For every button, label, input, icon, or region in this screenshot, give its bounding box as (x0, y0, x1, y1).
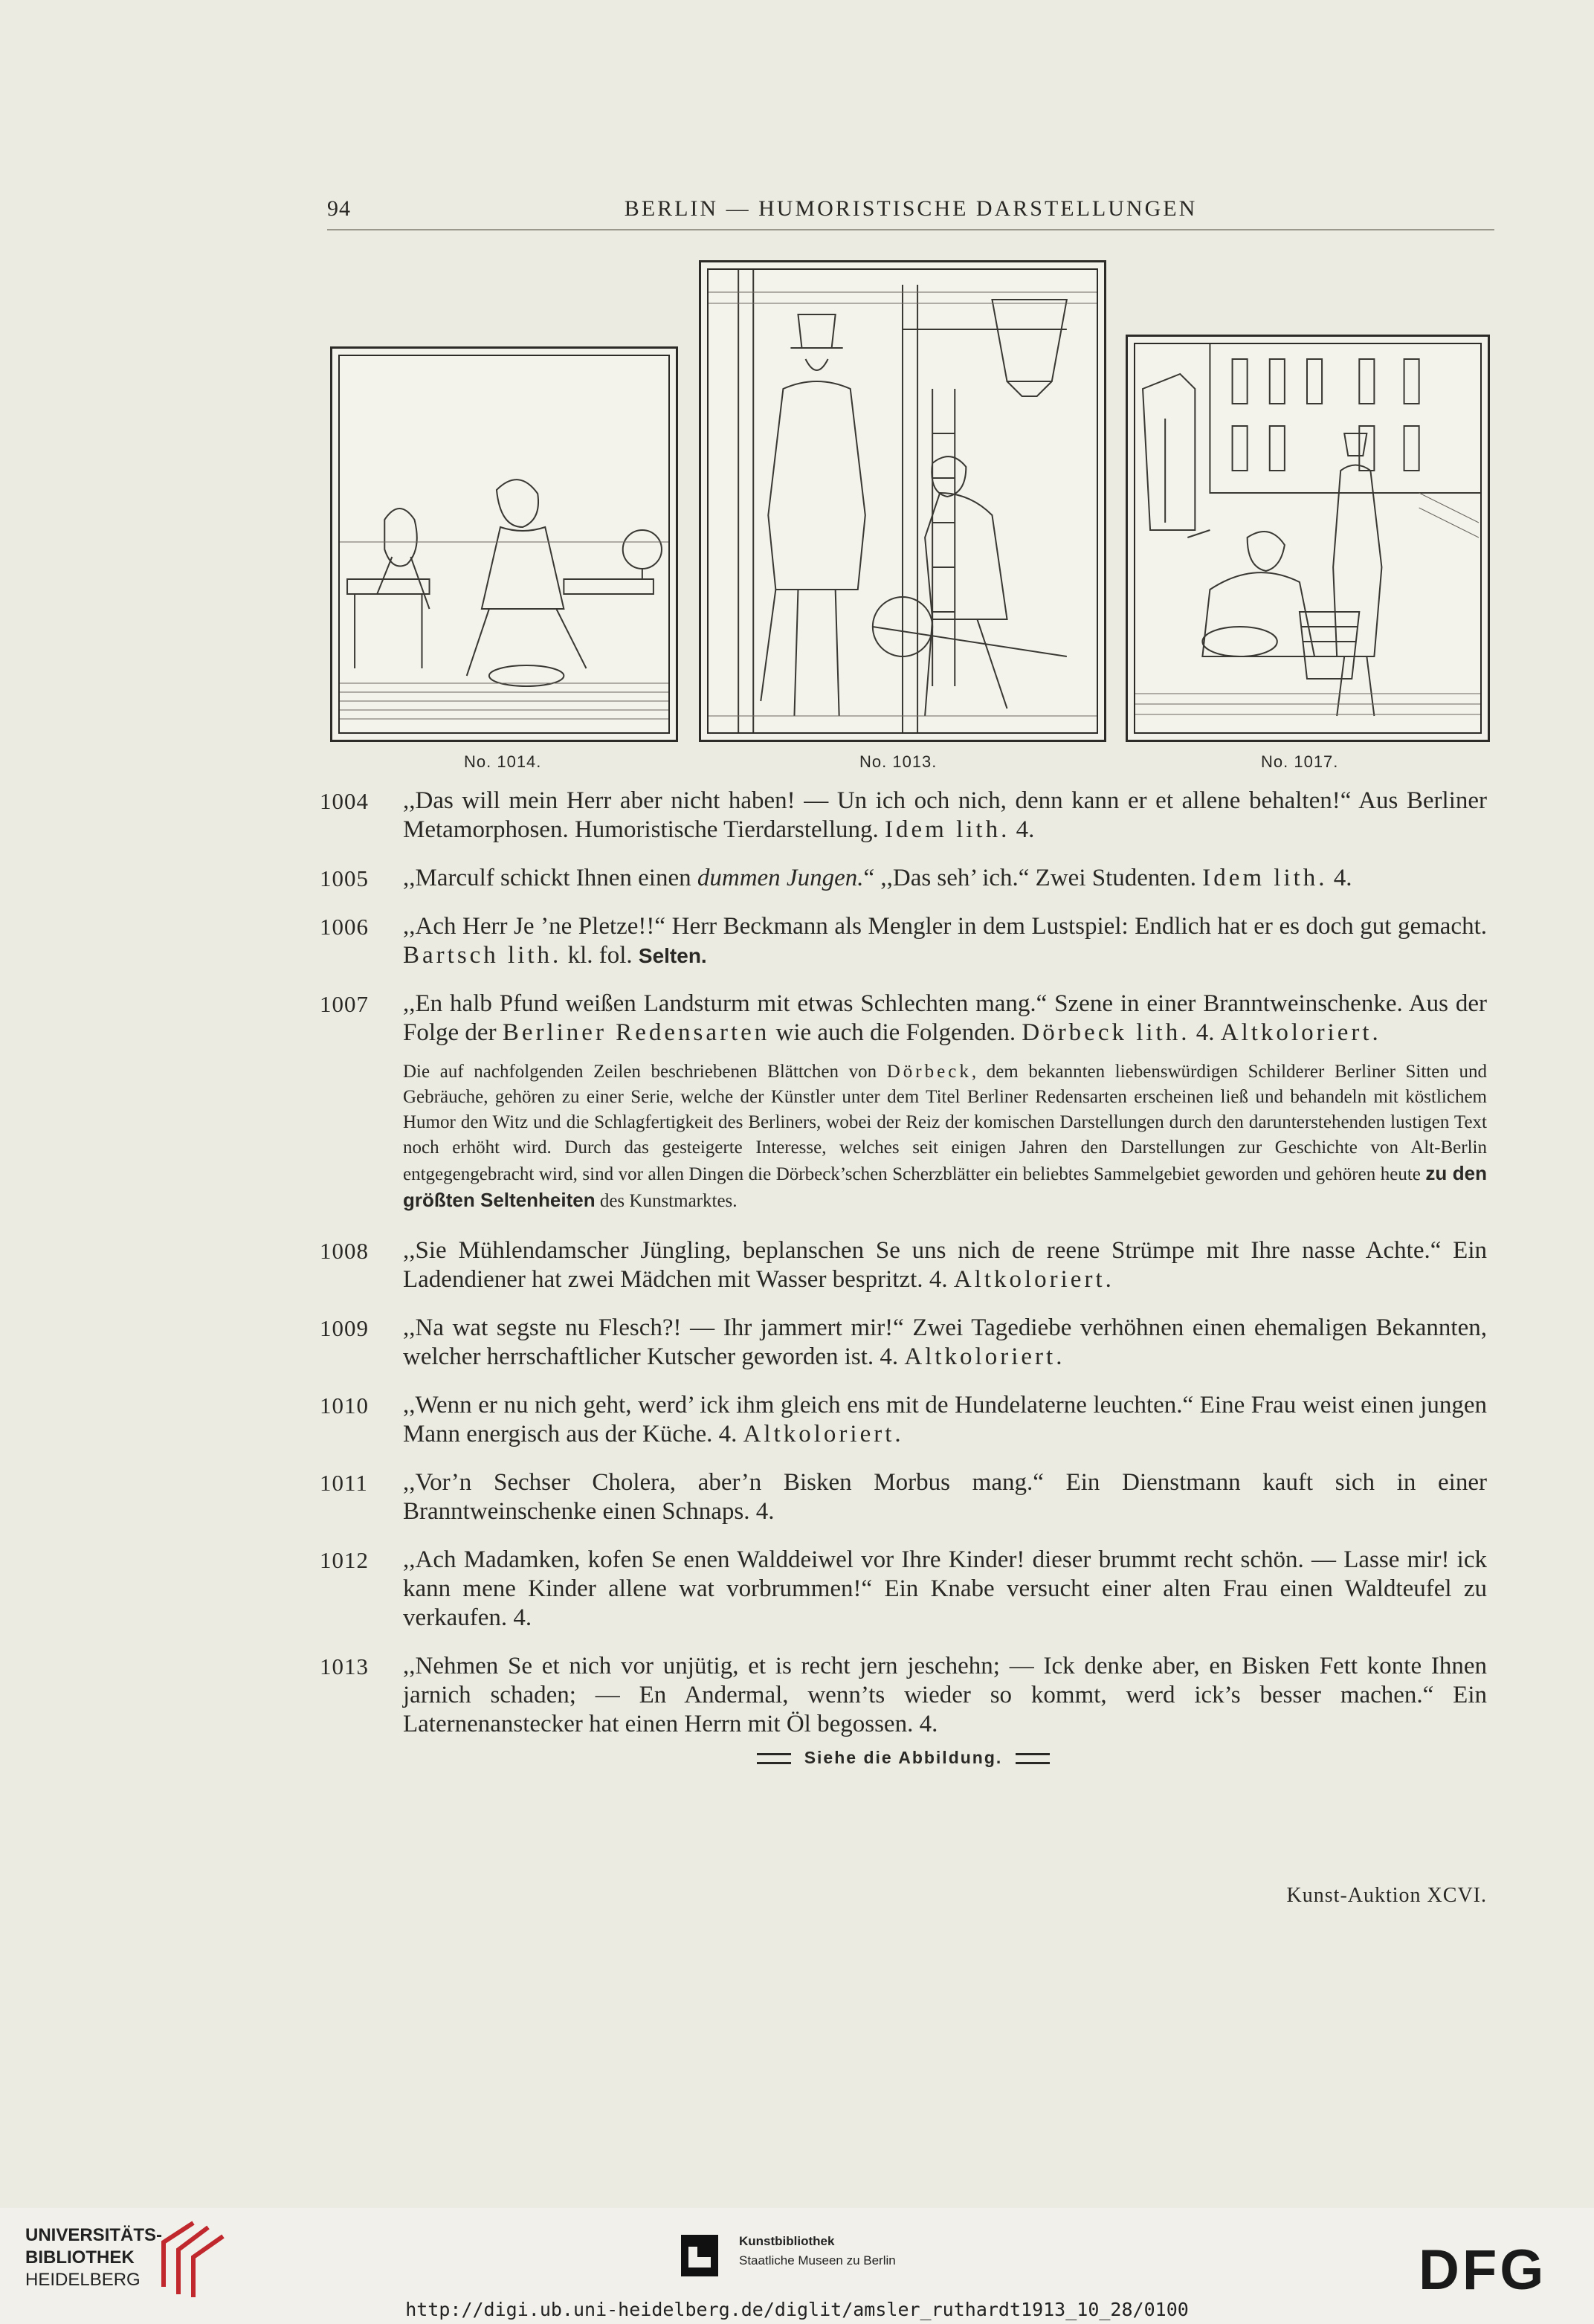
see-illustration-note (320, 1748, 1487, 1768)
entry-text: ,,Das will mein Herr aber nicht haben! — Un ich och nich, denn kann er et allene behalten!“ Aus Berliner Metamorphosen. Humoristische Tierdarstellung. (403, 787, 1487, 843)
engraving-study-scene (340, 356, 668, 732)
figure-caption: No. 1017. (1261, 752, 1339, 771)
entry-size: 4. (919, 1711, 938, 1737)
entry-number: 1013 (320, 1653, 369, 1679)
entry-text: ,,En halb Pfund weißen Landsturm mit etwas Schlechten mang.“ Szene in einer Branntweinschenke. Aus der Folge der (403, 990, 1487, 1046)
ub-line: HEIDELBERG (25, 2270, 141, 2290)
figure-caption: No. 1014. (464, 752, 542, 771)
entry-coloring: Altkoloriert. (904, 1343, 1065, 1370)
entry-coloring: Altkoloriert. (953, 1266, 1114, 1293)
note-emphasis: zu den größten Seltenheiten (403, 1162, 1488, 1211)
entry-size: kl. fol. (567, 942, 633, 969)
running-title: BERLIN — HUMORISTISCHE DARSTELLUNGEN (624, 196, 1198, 221)
kb-line: Staatliche Museen zu Berlin (739, 2253, 896, 2267)
entry-number: 1007 (320, 991, 369, 1017)
kunstbibliothek-logo-icon (681, 2235, 718, 2276)
entry-number: 1011 (320, 1470, 368, 1496)
double-rule (757, 1753, 791, 1764)
figure-caption: No. 1013. (859, 752, 938, 771)
entry-lithographer: Idem lith. (885, 816, 1010, 843)
page-number: 94 (327, 196, 351, 221)
entry-size: 4. (1196, 1019, 1215, 1046)
entry-lithographer: Dörbeck lith. (1022, 1019, 1190, 1046)
entry-1011 (320, 1468, 1487, 1526)
note-text: , dem bekannten liebenswürdigen Schilderer Berliner Sitten und Gebräuche, gehören zu einer Serie, welche der Künstler unter dem Titel Berliner Redensarten erscheinen ließ und behandeln mit köstlichem Humor den Witz und die Schlagfertigkeit des Berliners, wobei der Reiz der komischen Darstellungen durch den darunterstehenden lustigen Text noch erhöht wird. Durch das gesteigerte Interesse, welches seit einigen Jahren den Darstellungen zur Geschichte von Alt-Berlin entgegengebracht wird, sind vor allen Dingen die Dörbeck’schen Scherzblätter ein beliebtes Sammelgebiet geworden und gehören heute (403, 1062, 1487, 1184)
ub-heidelberg-logo-icon (156, 2220, 230, 2300)
entry-1012 (320, 1546, 1487, 1633)
entry-series-title: Berliner Redensarten (502, 1019, 770, 1046)
kb-line: Kunstbibliothek (739, 2234, 835, 2248)
entry-text: ,,Ach Herr Je ’ne Pletze!!“ Herr Beckmann als Mengler in dem Lustspiel: Endlich hat er es doch gut gemacht. (403, 913, 1487, 940)
illustration-1017 (1126, 335, 1490, 742)
entry-text: ,,Marculf schickt Ihnen einen (403, 865, 691, 891)
entry-text: ,,Sie Mühlendamscher Jüngling, beplanschen Se uns nich de reene Strümpe mit Ihre nasse Achte.“ Ein Ladendiener hat zwei Mädchen mit Wasser bespritzt. (403, 1237, 1487, 1293)
note-text: des Kunstmarktes. (599, 1191, 738, 1211)
entry-size: 4. (1333, 865, 1352, 891)
entry-coloring: Altkoloriert. (743, 1421, 904, 1447)
entry-number: 1009 (320, 1315, 369, 1341)
engraving-lamplighter-scene (709, 270, 1097, 732)
engraving-street-pump-scene (1135, 344, 1480, 732)
entry-1006 (320, 912, 1487, 970)
entry-number: 1010 (320, 1392, 369, 1418)
illustration-1014 (330, 346, 678, 742)
ub-heidelberg-wordmark[interactable] (25, 2224, 162, 2291)
see-illustration-text: Siehe die Abbildung. (804, 1748, 1003, 1767)
entry-text: ,,Wenn er nu nich geht, werd’ ick ihm gleich ens mit de Hundelaterne leuchten.“ Eine Frau weist einen jungen Mann energisch aus der Küche. (403, 1392, 1487, 1447)
note-text: Die auf nachfolgenden Zeilen beschriebenen Blättchen von (403, 1062, 877, 1082)
entry-text: ,,Ach Madamken, kofen Se enen Walddeiwel vor Ihre Kinder! dieser brummt recht schön. — Lasse mir! ick kann mene Kinder allene wat vorbrummen!“ Ein Knabe versucht einer alten Frau einen Waldteufel zu verkaufen. (403, 1546, 1487, 1631)
entry-size: 4. (755, 1498, 775, 1525)
entry-number: 1005 (320, 865, 369, 891)
entry-size: 4. (929, 1266, 948, 1293)
entry-italic-text: dummen Jungen. (697, 865, 864, 891)
entry-text: “ ,,Das seh’ ich.“ Zwei Studenten. (863, 865, 1196, 891)
entry-size: 4. (718, 1421, 738, 1447)
entry-number: 1004 (320, 788, 369, 814)
entry-size: 4. (513, 1604, 532, 1631)
entry-1005 (320, 864, 1487, 893)
ub-line: BIBLIOTHEK (25, 2247, 135, 2267)
entry-number: 1012 (320, 1547, 369, 1573)
entry-text: ,,Na wat segste nu Flesch?! — Ihr jammert mir!“ Zwei Tagediebe verhöhnen einen ehemaligen Bekannten, welcher herrschaftlicher Kutscher geworden ist. (403, 1314, 1487, 1370)
kunstbibliothek-wordmark[interactable] (739, 2232, 896, 2270)
entry-rarity: Selten. (638, 944, 707, 967)
entry-1004 (320, 787, 1487, 845)
doerbeck-note (403, 1059, 1487, 1214)
permalink-url[interactable]: http://digi.ub.uni-heidelberg.de/diglit/amsler_ruthardt1913_10_28/0100 (405, 2299, 1189, 2320)
entry-lithographer: Idem lith. (1202, 865, 1328, 891)
auction-signature: Kunst-Auktion XCVI. (1286, 1884, 1487, 1907)
entry-number: 1008 (320, 1238, 369, 1264)
entry-1009 (320, 1314, 1487, 1372)
running-header (327, 195, 1494, 230)
catalog-entries (320, 787, 1487, 1768)
entry-number: 1006 (320, 914, 369, 940)
illustration-1013 (699, 260, 1106, 742)
entry-text: ,,Nehmen Se et nich vor unjütig, et is recht jern jeschehn; — Ick denke aber, en Bisken Fett konte Ihnen jarnich schaden; — En Andermal, wenn’ts wieder so kommt, werd ick’s besser machen.“ Ein Laternenanstecker hat einen Herrn mit Öl begossen. (403, 1653, 1487, 1737)
entry-1013 (320, 1652, 1487, 1739)
entry-size: 4. (880, 1343, 899, 1370)
dfg-logo[interactable]: DFG (1419, 2239, 1547, 2302)
entry-1010 (320, 1391, 1487, 1449)
double-rule (1016, 1753, 1050, 1764)
note-artist: Dörbeck (886, 1062, 972, 1082)
entry-text: ,,Vor’n Sechser Cholera, aber’n Bisken Morbus mang.“ Ein Dienstmann kauft sich in einer Branntweinschenke einen Schnaps. (403, 1469, 1487, 1525)
entry-lithographer: Bartsch lith. (403, 942, 562, 969)
ub-line: UNIVERSITÄTS- (25, 2225, 163, 2245)
entry-size: 4. (1016, 816, 1035, 843)
entry-1007 (320, 990, 1487, 1048)
entry-coloring: Altkoloriert. (1220, 1019, 1381, 1046)
entry-text: wie auch die Folgenden. (775, 1019, 1016, 1046)
entry-1008 (320, 1236, 1487, 1294)
